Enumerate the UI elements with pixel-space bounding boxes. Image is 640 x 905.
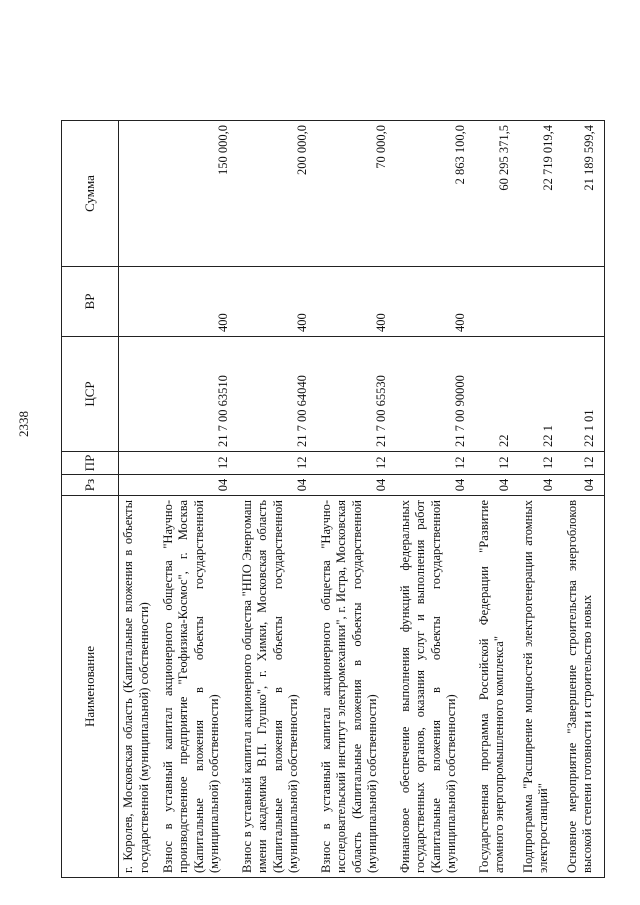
- row-rz: 04: [563, 475, 605, 496]
- row-csr: 21 7 00 64040: [238, 337, 317, 452]
- row-vr: 400: [159, 267, 238, 337]
- table-row: [317, 121, 396, 878]
- row-vr: 400: [317, 267, 396, 337]
- table-header-row: [62, 121, 119, 878]
- row-sum: 150 000,0: [159, 121, 238, 267]
- row-sum: [119, 121, 159, 267]
- row-name: Финансовое обеспечение выполнения функций федеральных государственных органов, оказания услуг и выполнения работ (Капитальные вложения в объекты государственной (муниципальной) собственности): [396, 496, 475, 878]
- row-pr: 12: [475, 452, 519, 475]
- row-name: Взнос в уставный капитал акционерного общества "Научно-исследовательский институт электромеханики", г. Истра, Московская область (Капитальные вложения в объекты государственной (муниципальной) собственности): [317, 496, 396, 878]
- row-vr: [119, 267, 159, 337]
- row-pr: 12: [519, 452, 563, 475]
- table-row: [396, 121, 475, 878]
- row-vr: [519, 267, 563, 337]
- row-pr: 12: [238, 452, 317, 475]
- row-sum: 200 000,0: [238, 121, 317, 267]
- header-name: Наименование: [62, 496, 119, 878]
- row-csr: 22: [475, 337, 519, 452]
- table-row: [119, 121, 159, 878]
- row-csr: 21 7 00 90000: [396, 337, 475, 452]
- table-row: [519, 121, 563, 878]
- row-rz: 04: [519, 475, 563, 496]
- header-pr: ПР: [62, 452, 119, 475]
- row-rz: 04: [396, 475, 475, 496]
- row-sum: 2 863 100,0: [396, 121, 475, 267]
- header-rz: Рз: [62, 475, 119, 496]
- row-sum: 21 189 599,4: [563, 121, 605, 267]
- row-rz: 04: [159, 475, 238, 496]
- table-row: [159, 121, 238, 878]
- row-pr: 12: [159, 452, 238, 475]
- row-sum: 60 295 371,5: [475, 121, 519, 267]
- header-sum: Сумма: [62, 121, 119, 267]
- table-row: [238, 121, 317, 878]
- row-vr: [475, 267, 519, 337]
- table-row: [475, 121, 519, 878]
- row-csr: 22 1: [519, 337, 563, 452]
- row-name: Основное мероприятие "Завершение строительства энергоблоков высокой степени готовности и строительство новых: [563, 496, 605, 878]
- row-vr: 400: [396, 267, 475, 337]
- row-name: г. Королев, Московская область (Капитальные вложения в объекты государственной (муниципальной) собственности): [119, 496, 159, 878]
- row-rz: 04: [475, 475, 519, 496]
- page-number: 2338: [16, 411, 31, 437]
- row-csr: 22 1 01: [563, 337, 605, 452]
- row-sum: 22 719 019,4: [519, 121, 563, 267]
- row-pr: [119, 452, 159, 475]
- row-pr: 12: [563, 452, 605, 475]
- row-name: Взнос в уставный капитал акционерного общества "НПО Энергомаш имени академика В.П. Глушко", г. Химки, Московская область (Капитальные вложения в объекты государственной (муниципальной) собственности): [238, 496, 317, 878]
- row-name: Подпрограмма "Расширение мощностей электрогенерации атомных электростанций": [519, 496, 563, 878]
- row-name: Государственная программа Российской Федерации "Развитие атомного энергопромышленного комплекса": [475, 496, 519, 878]
- row-vr: 400: [238, 267, 317, 337]
- table-row: [563, 121, 605, 878]
- row-rz: 04: [238, 475, 317, 496]
- row-sum: 70 000,0: [317, 121, 396, 267]
- row-csr: 21 7 00 65530: [317, 337, 396, 452]
- row-rz: 04: [317, 475, 396, 496]
- header-csr: ЦСР: [62, 337, 119, 452]
- budget-table: [61, 120, 605, 878]
- row-pr: 12: [317, 452, 396, 475]
- row-csr: [119, 337, 159, 452]
- row-vr: [563, 267, 605, 337]
- row-name: Взнос в уставный капитал акционерного общества "Научно-производственное предприятие "Геофизика-Космос", г. Москва (Капитальные вложения в объекты государственной (муниципальной) собственности): [159, 496, 238, 878]
- row-pr: 12: [396, 452, 475, 475]
- row-csr: 21 7 00 63510: [159, 337, 238, 452]
- row-rz: [119, 475, 159, 496]
- header-vr: ВР: [62, 267, 119, 337]
